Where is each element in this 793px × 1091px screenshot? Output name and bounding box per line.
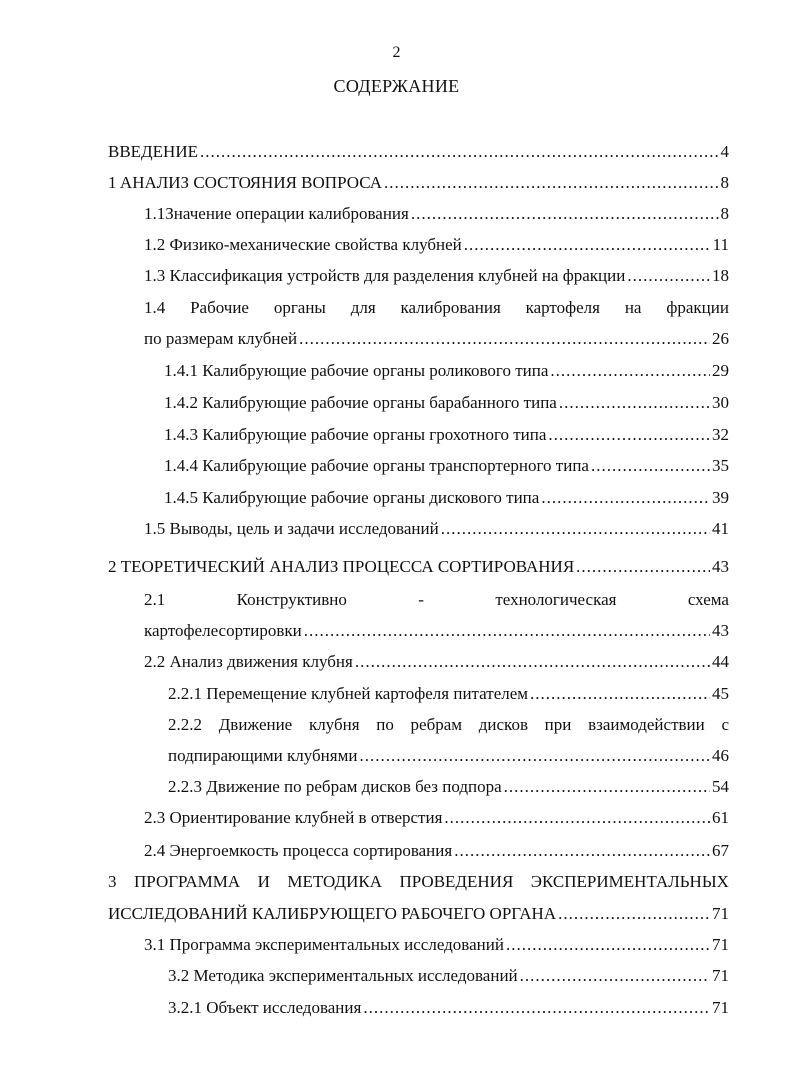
toc-page: 35 — [712, 456, 729, 475]
toc-entry-3-2-1[interactable] — [168, 998, 729, 1018]
toc-label: картофелесортировки — [144, 621, 302, 640]
toc-leader — [559, 393, 710, 413]
toc-page: 18 — [712, 266, 729, 285]
toc-label: ВВЕДЕНИЕ — [108, 142, 198, 161]
toc-word: И — [257, 872, 270, 891]
toc-leader — [384, 173, 719, 193]
toc-word: ПРОВЕДЕНИЯ — [399, 872, 514, 891]
toc-word: клубня — [308, 715, 360, 734]
toc-label: 2.3 Ориентирование клубней в отверстия — [144, 808, 443, 827]
toc-page: 71 — [712, 998, 729, 1017]
toc-label: 1.4.3 Калибрующие рабочие органы грохотного типа — [164, 425, 547, 444]
page-number: 2 — [392, 44, 401, 61]
toc-label: 3.2.1 Объект исследования — [168, 998, 362, 1017]
toc-word: МЕТОДИКА — [287, 872, 382, 891]
toc-leader — [530, 684, 710, 704]
toc-leader — [355, 652, 710, 672]
toc-word: ПРОГРАММА — [134, 872, 241, 891]
toc-page: 26 — [712, 329, 729, 348]
toc-entry-2-2[interactable] — [144, 652, 729, 672]
toc-number: 1 — [108, 173, 117, 192]
toc-label: 2.2 Анализ движения клубня — [144, 652, 353, 671]
toc-word: 1.4 — [144, 298, 166, 317]
page-title: СОДЕРЖАНИЕ — [333, 76, 460, 96]
toc-word: ЭКСПЕРИМЕНТАЛЬНЫХ — [530, 872, 729, 891]
toc-word: картофеля — [525, 298, 600, 317]
toc-leader — [464, 235, 711, 255]
toc-number: 1.1 — [144, 204, 166, 223]
toc-entry-1-4-3[interactable] — [164, 425, 729, 445]
toc-leader — [441, 519, 710, 539]
toc-leader — [299, 329, 710, 349]
toc-word: с — [721, 715, 729, 734]
toc-word: по — [376, 715, 394, 734]
toc-word: Конструктивно — [236, 590, 347, 609]
toc-word: дисков — [478, 715, 528, 734]
toc-entry-1-4-line1[interactable] — [144, 298, 729, 318]
toc-word: на — [624, 298, 642, 317]
toc-label: 1.2 Физико-механические свойства клубней — [144, 235, 462, 254]
toc-label: 2.2.1 Перемещение клубней картофеля питателем — [168, 684, 529, 703]
toc-entry-1[interactable] — [108, 173, 729, 193]
toc-entry-2-4[interactable] — [144, 841, 729, 861]
toc-label: по размерам клубней — [144, 329, 298, 348]
toc-word: органы — [273, 298, 326, 317]
toc-page: 61 — [712, 808, 729, 827]
toc-page: 32 — [712, 425, 729, 444]
toc-page: 43 — [712, 557, 729, 576]
toc-word: Движение — [218, 715, 293, 734]
toc-word: для — [350, 298, 376, 317]
toc-page: 43 — [712, 621, 729, 640]
toc-leader — [504, 777, 710, 797]
toc-label: подпирающими клубнями — [168, 746, 358, 765]
toc-word: при — [544, 715, 572, 734]
toc-label: 1.4.4 Калибрующие рабочие органы транспортерного типа — [164, 456, 589, 475]
toc-label: 1.3 Классификация устройств для разделения клубней на фракции — [144, 266, 626, 285]
toc-page: 4 — [720, 142, 729, 161]
toc-page: 8 — [720, 204, 729, 223]
toc-leader — [627, 266, 710, 286]
toc-label: 2.2.3 Движение по ребрам дисков без подпора — [168, 777, 502, 796]
toc-word: технологическая — [495, 590, 617, 609]
toc-leader — [454, 841, 710, 861]
toc-leader — [506, 935, 710, 955]
toc-entry-2[interactable] — [108, 557, 729, 577]
toc-page: 46 — [712, 746, 729, 765]
toc-leader — [200, 142, 719, 162]
toc-page: 54 — [712, 777, 729, 796]
toc-page: 71 — [712, 935, 729, 954]
toc-leader — [411, 204, 719, 224]
toc-entry-2-1-line1[interactable] — [144, 590, 729, 610]
toc-page: 44 — [712, 652, 729, 671]
toc-label: ИССЛЕДОВАНИЙ КАЛИБРУЮЩЕГО РАБОЧЕГО ОРГАНА — [108, 904, 557, 923]
toc-leader — [520, 966, 710, 986]
toc-label: 3.2 Методика экспериментальных исследований — [168, 966, 518, 985]
toc-page: 30 — [712, 393, 729, 412]
toc-word: фракции — [666, 298, 729, 317]
toc-word: 2.2.2 — [168, 715, 202, 734]
toc-entry-2-2-2-line2[interactable] — [168, 746, 729, 766]
toc-entry-1-5[interactable] — [144, 519, 729, 539]
toc-entry-2-1-line2[interactable] — [144, 621, 729, 641]
toc-page: 39 — [712, 488, 729, 507]
toc-page: 71 — [712, 966, 729, 985]
toc-entry-1-4-line2[interactable] — [144, 329, 729, 349]
toc-leader — [548, 425, 710, 445]
toc-word: 3 — [108, 872, 117, 891]
toc-page: 41 — [712, 519, 729, 538]
toc-entry-1-4-1[interactable] — [164, 361, 729, 381]
toc-entry-3-2[interactable] — [168, 966, 729, 986]
toc-leader — [444, 808, 710, 828]
toc-leader — [363, 998, 710, 1018]
toc-label: 1.4.5 Калибрующие рабочие органы дискового типа — [164, 488, 540, 507]
toc-leader — [541, 488, 710, 508]
toc-entry-1-1[interactable] — [144, 204, 729, 224]
toc-entry-1-3[interactable] — [144, 266, 729, 286]
toc-entry-3-line1[interactable] — [108, 872, 729, 892]
toc-page: 11 — [712, 235, 729, 254]
toc-entry-3-1[interactable] — [144, 935, 729, 955]
toc-page: 71 — [712, 904, 729, 923]
toc-entry-2-3[interactable] — [144, 808, 729, 828]
toc-label: АНАЛИЗ СОСТОЯНИЯ ВОПРОСА — [119, 173, 382, 192]
toc-entry-introduction[interactable] — [108, 142, 729, 162]
toc-word: - — [418, 590, 424, 609]
toc-entry-2-2-3[interactable] — [168, 777, 729, 797]
toc-page: 29 — [712, 361, 729, 380]
toc-leader — [591, 456, 710, 476]
toc-word: ребрам — [410, 715, 463, 734]
toc-word: Рабочие — [190, 298, 249, 317]
toc-label: 1.5 Выводы, цель и задачи исследований — [144, 519, 439, 538]
toc-word: 2.1 — [144, 590, 166, 609]
toc-entry-1-2[interactable] — [144, 235, 729, 255]
toc-word: схема — [687, 590, 729, 609]
toc-label: Значение операции калибрования — [165, 204, 409, 223]
toc-page: 8 — [720, 173, 729, 192]
toc-leader — [576, 557, 710, 577]
toc-entry-2-2-2-line1[interactable] — [168, 715, 729, 735]
toc-page: 67 — [712, 841, 729, 860]
toc-leader — [304, 621, 710, 641]
toc-entry-1-4-4[interactable] — [164, 456, 729, 476]
toc-label: 2.4 Энергоемкость процесса сортирования — [144, 841, 453, 860]
toc-word: взаимодействии — [588, 715, 705, 734]
toc-label: 2 ТЕОРЕТИЧЕСКИЙ АНАЛИЗ ПРОЦЕССА СОРТИРОВАНИЯ — [108, 557, 575, 576]
toc-page: 45 — [712, 684, 729, 703]
toc-entry-3-line2[interactable] — [108, 904, 729, 924]
toc-label: 1.4.2 Калибрующие рабочие органы барабанного типа — [164, 393, 557, 412]
toc-entry-1-4-5[interactable] — [164, 488, 729, 508]
toc-label: 3.1 Программа экспериментальных исследований — [144, 935, 504, 954]
toc-label: 1.4.1 Калибрующие рабочие органы роликового типа — [164, 361, 549, 380]
toc-leader — [558, 904, 710, 924]
toc-entry-1-4-2[interactable] — [164, 393, 729, 413]
toc-entry-2-2-1[interactable] — [168, 684, 729, 704]
toc-leader — [550, 361, 710, 381]
toc-word: калибрования — [400, 298, 501, 317]
toc-leader — [359, 746, 710, 766]
